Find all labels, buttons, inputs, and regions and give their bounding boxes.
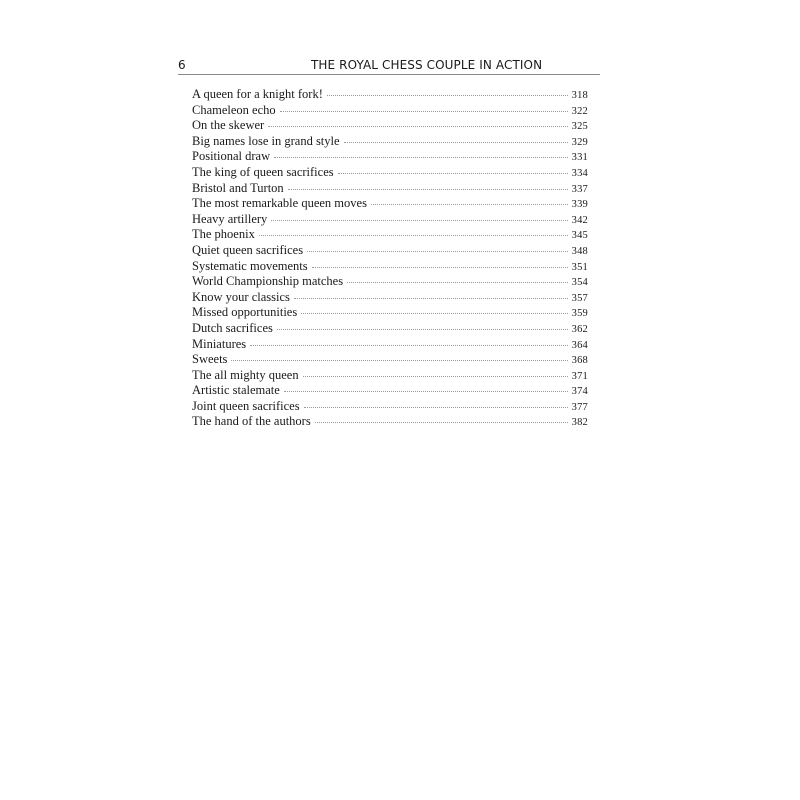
toc-entry-page: 377 [571,401,588,413]
toc-entry-page: 322 [571,105,588,117]
toc-entry-title: Dutch sacrifices [192,320,273,335]
toc-entry [192,87,588,103]
toc-entry [192,243,588,259]
toc-dot-leader [259,235,568,236]
page-number: 6 [178,58,186,72]
toc-entry-page: 334 [571,167,588,179]
toc-entry [192,134,588,150]
toc-entry-title: The most remarkable queen moves [192,196,367,211]
toc-entry-page: 382 [571,417,588,429]
toc-entry [192,103,588,119]
toc-entry-title: World Championship matches [192,274,344,289]
toc-entry-page: 357 [571,292,588,304]
toc-dot-leader [312,267,568,268]
toc-entry-title: Positional draw [192,149,271,164]
toc-dot-leader [344,142,568,143]
toc-entry [192,181,588,197]
toc-entry-title: Missed opportunities [192,305,298,320]
toc-dot-leader [347,282,568,283]
toc-entry-title: The king of queen sacrifices [192,164,334,179]
toc-dot-leader [271,220,567,221]
toc-entry [192,337,588,353]
toc-entry-page: 345 [571,230,588,242]
toc-entry-page: 348 [571,245,588,257]
toc-entry [192,274,588,290]
toc-dot-leader [288,189,568,190]
toc-entry [192,399,588,415]
toc-entry [192,149,588,165]
toc-entry [192,290,588,306]
toc-dot-leader [294,298,568,299]
toc-entry-title: Chameleon echo [192,102,276,117]
toc-entry-page: 342 [571,214,588,226]
toc-entry [192,212,588,228]
toc-entry-title: Heavy artillery [192,211,268,226]
toc-dot-leader [268,126,567,127]
toc-entry-page: 371 [571,370,588,382]
toc-entry-title: Quiet queen sacrifices [192,242,304,257]
toc-entry [192,352,588,368]
toc-entry-page: 354 [571,277,588,289]
toc-dot-leader [280,111,568,112]
toc-entry-title: The all mighty queen [192,367,299,382]
toc-entry-page: 374 [571,386,588,398]
toc-entry-title: Bristol and Turton [192,180,284,195]
toc-dot-leader [277,329,568,330]
toc-dot-leader [307,251,568,252]
toc-entry-title: Artistic stalemate [192,383,280,398]
toc-dot-leader [338,173,568,174]
toc-entry-title: Systematic movements [192,258,308,273]
toc-entry-page: 318 [571,90,588,101]
toc-entry-title: Miniatures [192,336,247,351]
toc-dot-leader [250,345,567,346]
toc-entry-page: 329 [571,136,588,148]
toc-entry [192,196,588,212]
toc-entry-page: 362 [571,323,588,335]
toc-entry-page: 339 [571,199,588,211]
toc-entry [192,165,588,181]
table-of-contents [192,87,588,430]
toc-entry-title: Sweets [192,352,228,367]
toc-entry-title: Big names lose in grand style [192,133,340,148]
toc-entry-page: 359 [571,308,588,320]
toc-entry-page: 364 [571,339,588,351]
toc-entry [192,321,588,337]
toc-entry-page: 331 [571,152,588,164]
running-title: THE ROYAL CHESS COUPLE IN ACTION [311,58,543,72]
toc-entry [192,368,588,384]
toc-entry-title: The phoenix [192,227,255,242]
page-header [178,57,600,75]
toc-entry-title: Know your classics [192,289,290,304]
toc-entry [192,118,588,134]
toc-dot-leader [284,391,568,392]
toc-dot-leader [304,407,568,408]
toc-dot-leader [301,313,567,314]
toc-dot-leader [327,95,568,96]
toc-entry [192,383,588,399]
toc-entry [192,305,588,321]
toc-dot-leader [303,376,568,377]
toc-entry-title: The hand of the authors [192,414,311,429]
toc-entry-page: 351 [571,261,588,273]
toc-dot-leader [315,422,568,423]
toc-dot-leader [274,157,568,158]
toc-entry-title: A queen for a knight fork! [192,87,323,101]
toc-entry [192,259,588,275]
toc-entry [192,227,588,243]
toc-entry-page: 337 [571,183,588,195]
toc-entry-page: 368 [571,355,588,367]
toc-entry [192,414,588,430]
toc-dot-leader [371,204,568,205]
toc-entry-title: On the skewer [192,118,265,133]
toc-entry-page: 325 [571,121,588,133]
toc-dot-leader [231,360,567,361]
toc-entry-title: Joint queen sacrifices [192,398,300,413]
